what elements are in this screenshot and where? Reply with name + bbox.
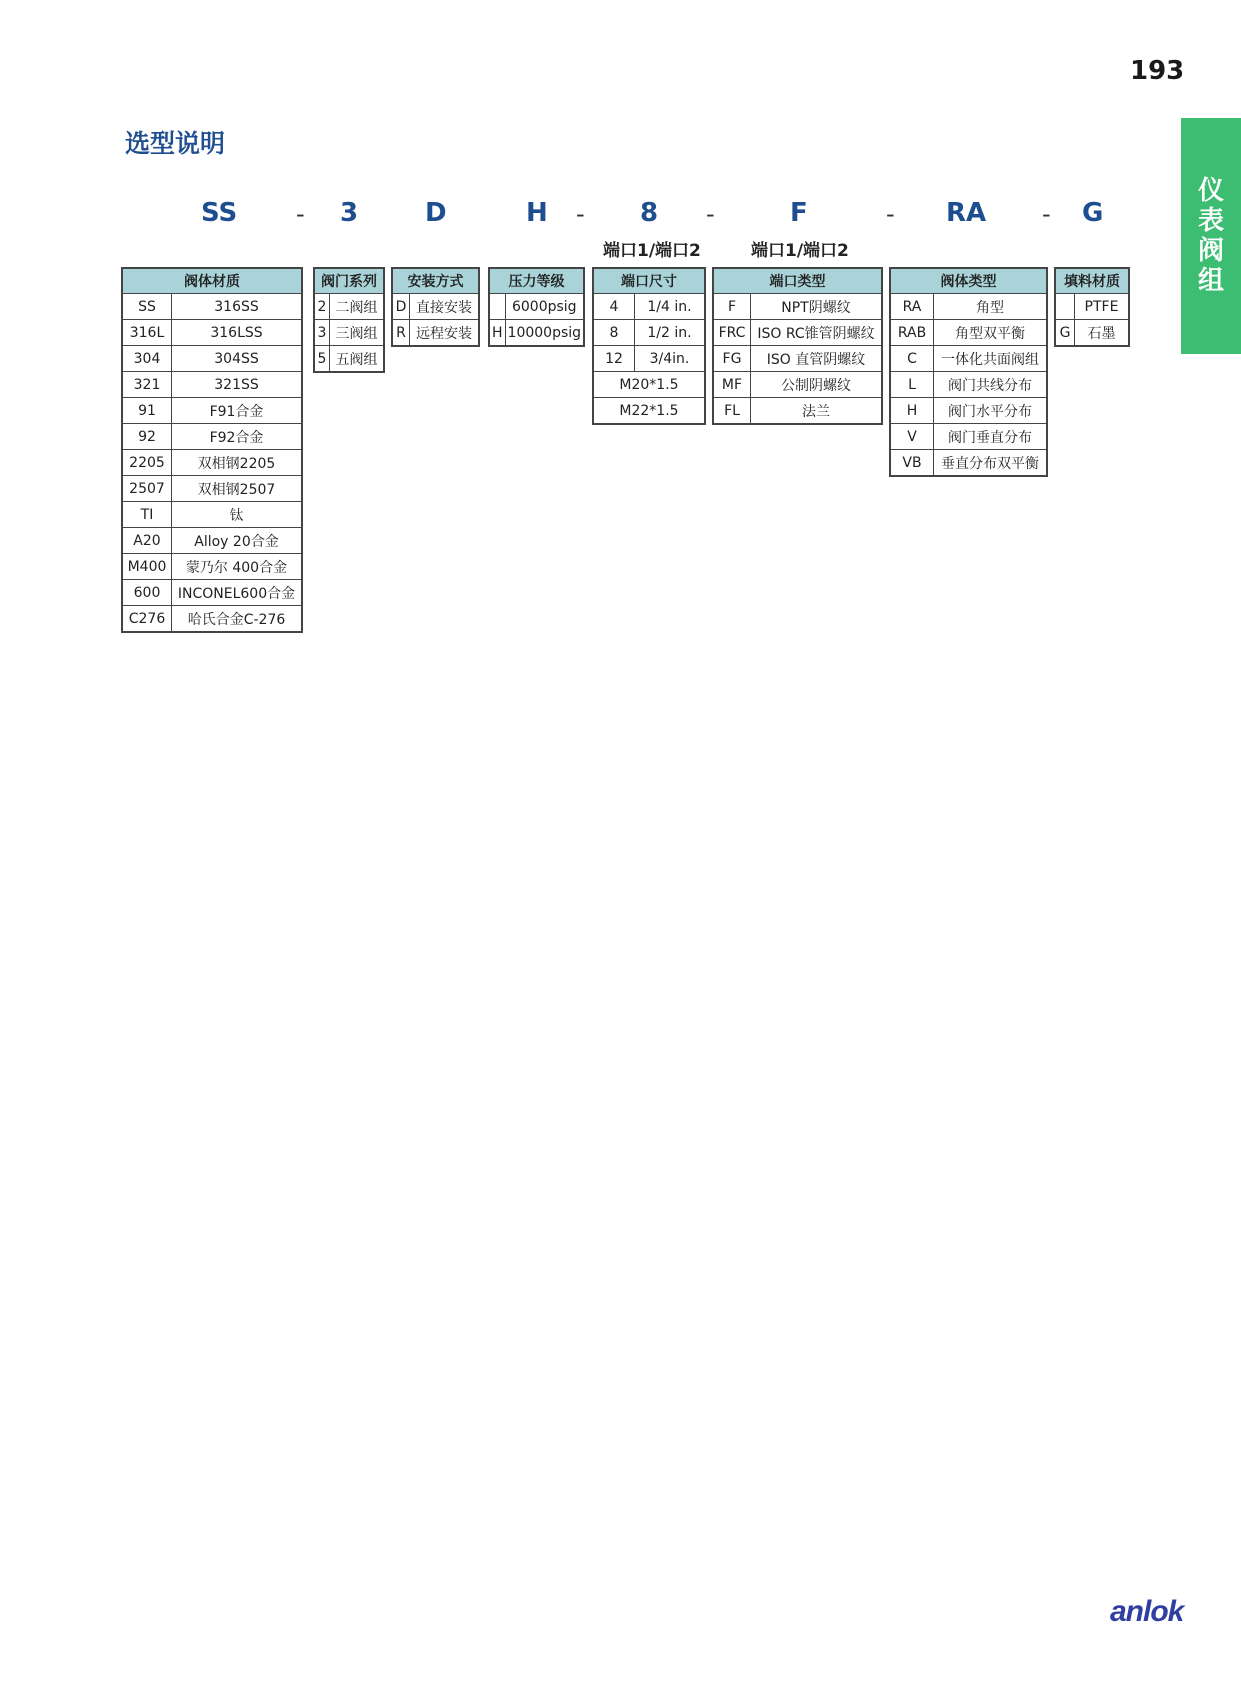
code-dash: - (1042, 200, 1051, 228)
option-code: V (890, 424, 934, 450)
option-desc: 1/2 in. (635, 320, 706, 346)
option-code: F (713, 294, 751, 320)
option-code: H (489, 320, 505, 347)
option-code: FRC (713, 320, 751, 346)
code-dash: - (886, 200, 895, 228)
option-code: 2507 (122, 476, 172, 502)
option-desc: 钛 (172, 502, 303, 528)
table-row (122, 502, 302, 528)
option-code: 2 (314, 294, 330, 320)
code-port-type: F (790, 198, 808, 228)
table-row (392, 320, 479, 347)
table-row (713, 372, 882, 398)
option-desc: 法兰 (751, 398, 883, 425)
code-series: 3 (340, 198, 359, 228)
table-header: 阀门系列 (314, 268, 384, 294)
option-code: RA (890, 294, 934, 320)
table-row (713, 320, 882, 346)
table-row (489, 294, 584, 320)
side-tab-instrument-manifold[interactable] (1181, 118, 1241, 354)
side-tab-char: 阀 (1197, 236, 1224, 266)
option-desc: INCONEL600合金 (172, 580, 303, 606)
side-tab-char: 组 (1197, 266, 1224, 296)
option-code: RAB (890, 320, 934, 346)
port-type-table (712, 267, 883, 425)
option-desc: 三阀组 (330, 320, 385, 346)
table-row (890, 450, 1047, 477)
port-type-note: 端口1/端口2 (751, 241, 849, 261)
option-code: C276 (122, 606, 172, 633)
option-code: H (890, 398, 934, 424)
option-desc: F91合金 (172, 398, 303, 424)
code-body-type: RA (946, 198, 987, 228)
table-row (392, 294, 479, 320)
option-code: G (1055, 320, 1075, 347)
table-header: 填料材质 (1055, 268, 1129, 294)
table-header: 端口尺寸 (593, 268, 705, 294)
option-desc: 五阀组 (330, 346, 385, 373)
option-desc: 6000psig (505, 294, 584, 320)
table-row (713, 346, 882, 372)
option-desc: Alloy 20合金 (172, 528, 303, 554)
table-row (890, 320, 1047, 346)
body-type-table (889, 267, 1048, 477)
table-header: 端口类型 (713, 268, 882, 294)
page-number: 193 (1130, 56, 1185, 86)
table-header: 阀体类型 (890, 268, 1047, 294)
option-desc: 蒙乃尔 400合金 (172, 554, 303, 580)
option-desc: 1/4 in. (635, 294, 706, 320)
option-desc: ISO 直管阴螺纹 (751, 346, 883, 372)
option-code: 321 (122, 372, 172, 398)
table-row (122, 476, 302, 502)
option-code (1055, 294, 1075, 320)
table-header: 阀体材质 (122, 268, 302, 294)
option-desc: 角型双平衡 (934, 320, 1048, 346)
code-port-size: 8 (640, 198, 659, 228)
table-row (122, 294, 302, 320)
table-row (314, 294, 384, 320)
option-code: FL (713, 398, 751, 425)
option-code: 304 (122, 346, 172, 372)
brand-logo: anlok (1110, 1595, 1184, 1628)
table-row (593, 398, 705, 425)
table-row (593, 372, 705, 398)
table-row (890, 398, 1047, 424)
option-desc: 石墨 (1075, 320, 1130, 347)
table-row (593, 294, 705, 320)
option-code: L (890, 372, 934, 398)
side-tab-char: 仪 (1197, 176, 1224, 206)
code-dash: - (296, 200, 305, 228)
option-desc: 角型 (934, 294, 1048, 320)
option-desc: 远程安装 (410, 320, 480, 347)
table-row (593, 320, 705, 346)
table-header: 压力等级 (489, 268, 584, 294)
table-row (122, 528, 302, 554)
code-mount: D (425, 198, 447, 228)
option-code: D (392, 294, 410, 320)
option-desc: 阀门水平分布 (934, 398, 1048, 424)
option-desc: 双相钢2205 (172, 450, 303, 476)
table-row (122, 424, 302, 450)
option-desc: 阀门垂直分布 (934, 424, 1048, 450)
table-row (122, 320, 302, 346)
option-code: 3 (314, 320, 330, 346)
option-code: 600 (122, 580, 172, 606)
option-code: SS (122, 294, 172, 320)
option-desc: 二阀组 (330, 294, 385, 320)
option-desc: 321SS (172, 372, 303, 398)
option-desc: 垂直分布双平衡 (934, 450, 1048, 477)
table-row (122, 372, 302, 398)
table-row (122, 606, 302, 633)
option-code: VB (890, 450, 934, 477)
series-table (313, 267, 385, 373)
mount-table (391, 267, 480, 347)
option-desc: 双相钢2507 (172, 476, 303, 502)
option-desc: 公制阴螺纹 (751, 372, 883, 398)
table-row (890, 424, 1047, 450)
pressure-table (488, 267, 585, 347)
option-desc: 304SS (172, 346, 303, 372)
option-code: 91 (122, 398, 172, 424)
material-table (121, 267, 303, 633)
code-dash: - (706, 200, 715, 228)
option-desc: M20*1.5 (593, 372, 705, 398)
code-packing: G (1082, 198, 1104, 228)
side-tab-char: 表 (1197, 206, 1224, 236)
table-row (593, 346, 705, 372)
option-code (489, 294, 505, 320)
option-desc: 阀门共线分布 (934, 372, 1048, 398)
packing-table (1054, 267, 1130, 347)
table-row (122, 346, 302, 372)
option-code: 4 (593, 294, 635, 320)
option-code: MF (713, 372, 751, 398)
option-code: 2205 (122, 450, 172, 476)
code-material: SS (201, 198, 238, 228)
option-code: FG (713, 346, 751, 372)
port-size-note: 端口1/端口2 (603, 241, 701, 261)
table-row (122, 554, 302, 580)
table-row (122, 450, 302, 476)
option-desc: 直接安装 (410, 294, 480, 320)
option-desc: 10000psig (505, 320, 584, 347)
option-desc: 316SS (172, 294, 303, 320)
table-row (122, 398, 302, 424)
table-row (314, 346, 384, 373)
option-desc: ISO RC锥管阴螺纹 (751, 320, 883, 346)
section-title: 选型说明 (125, 129, 226, 158)
option-code: TI (122, 502, 172, 528)
option-desc: 316LSS (172, 320, 303, 346)
option-code: 12 (593, 346, 635, 372)
table-row (314, 320, 384, 346)
table-row (890, 294, 1047, 320)
option-code: 92 (122, 424, 172, 450)
code-dash: - (576, 200, 585, 228)
option-code: 8 (593, 320, 635, 346)
table-row (489, 320, 584, 347)
option-desc: PTFE (1075, 294, 1130, 320)
port-size-table (592, 267, 706, 425)
table-row (890, 346, 1047, 372)
table-header: 安装方式 (392, 268, 479, 294)
option-code: R (392, 320, 410, 347)
option-code: 5 (314, 346, 330, 373)
option-code: A20 (122, 528, 172, 554)
option-code: C (890, 346, 934, 372)
table-row (890, 372, 1047, 398)
option-desc: M22*1.5 (593, 398, 705, 425)
table-row (713, 398, 882, 425)
table-row (122, 580, 302, 606)
option-desc: 哈氏合金C-276 (172, 606, 303, 633)
option-desc: F92合金 (172, 424, 303, 450)
option-code: M400 (122, 554, 172, 580)
table-row (1055, 320, 1129, 347)
option-desc: 3/4in. (635, 346, 706, 372)
code-pressure: H (526, 198, 548, 228)
table-row (1055, 294, 1129, 320)
option-desc: 一体化共面阀组 (934, 346, 1048, 372)
table-row (713, 294, 882, 320)
option-desc: NPT阴螺纹 (751, 294, 883, 320)
option-code: 316L (122, 320, 172, 346)
